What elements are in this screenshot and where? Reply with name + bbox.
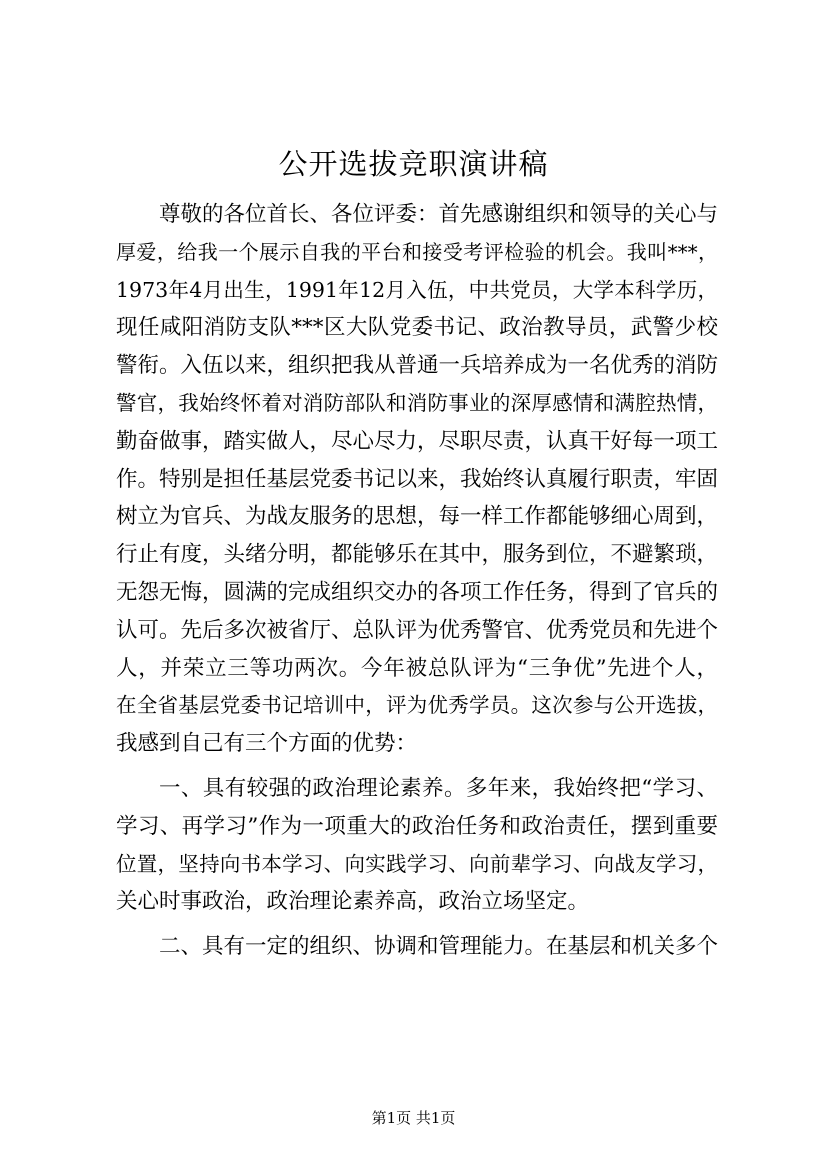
paragraph-spacer: [116, 921, 718, 928]
text-line: 树立为官兵、为战友服务的思想，每一样工作都能够细心周到，: [116, 504, 719, 530]
paragraph: [116, 770, 718, 921]
text-line: 认可。先后多次被省厅、总队评为优秀警官、优秀党员和先进个: [116, 617, 719, 643]
text-line: 人，并荣立三等功两次。今年被总队评为“三争优”先进个人，: [116, 655, 718, 681]
document-body: [116, 196, 718, 966]
text-line: 学习、再学习”作为一项重大的政治任务和政治责任，摆到重要: [116, 813, 718, 839]
text-line: 关心时事政治，政治理论素养高，政治立场坚定。: [116, 889, 590, 915]
paragraph-spacer: [116, 763, 718, 770]
text-line: 位置，坚持向书本学习、向实践学习、向前辈学习、向战友学习，: [116, 851, 718, 876]
text-line: 1973年4月出生，1991年12月入伍，中共党员，大学本科学历，: [116, 277, 718, 302]
paragraph: [116, 196, 718, 763]
text-line: 行止有度，头绪分明，都能够乐在其中，服务到位，不避繁琐，: [116, 542, 719, 568]
text-line: 勤奋做事，踏实做人，尽心尽力，尽职尽责，认真干好每一项工: [116, 428, 719, 454]
text-line: 警衔。入伍以来，组织把我从普通一兵培养成为一名优秀的消防: [116, 353, 719, 379]
text-line: 现任咸阳消防支队***区大队党委书记、政治教导员，武警少校: [116, 315, 718, 341]
text-line: 二、具有一定的组织、协调和管理能力。在基层和机关多个: [159, 934, 719, 960]
text-line: 厚爱，给我一个展示自我的平台和接受考评检验的机会。我叫***，: [116, 239, 718, 264]
text-line: 警官，我始终怀着对消防部队和消防事业的深厚感情和满腔热情，: [116, 390, 718, 415]
text-line: 作。特别是担任基层党委书记以来，我始终认真履行职责，牢固: [116, 466, 719, 492]
text-line: 无怨无悔，圆满的完成组织交办的各项工作任务，得到了官兵的: [116, 579, 719, 605]
text-line: 一、具有较强的政治理论素养。多年来，我始终把“学习、: [159, 775, 718, 801]
text-line: 我感到自己有三个方面的优势：: [116, 731, 418, 757]
page-footer: 第1页 共1页: [371, 1109, 456, 1127]
paragraph: [116, 928, 718, 966]
text-line: 尊敬的各位首长、各位评委：首先感谢组织和领导的关心与: [159, 202, 719, 227]
text-line: 在全省基层党委书记培训中，评为优秀学员。这次参与公开选拔，: [116, 693, 718, 718]
document-title: 公开选拔竞职演讲稿: [278, 147, 549, 181]
